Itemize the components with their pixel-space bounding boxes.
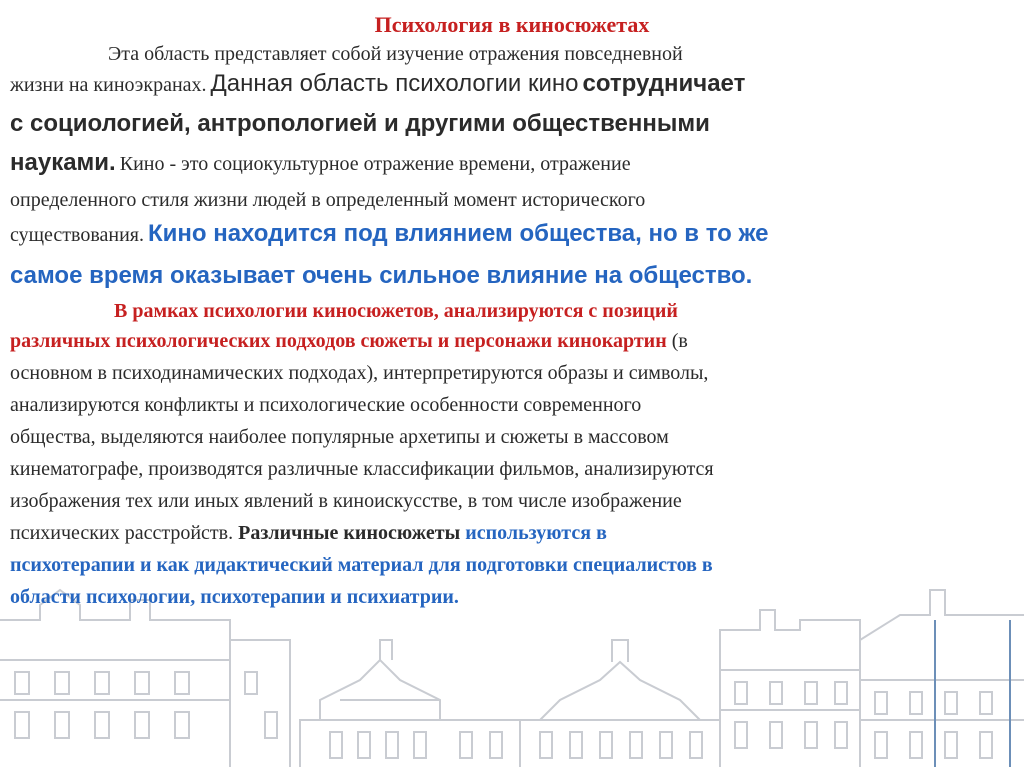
p2-line-4 xyxy=(10,389,1014,421)
p1-line-2 xyxy=(10,68,1014,103)
p2-text-d: основном в психодинамических подходах), интерпретируются образы и символы, xyxy=(10,362,709,384)
slide-title: Психология в киносюжетах xyxy=(374,12,650,37)
p2-line-5 xyxy=(10,421,1014,453)
p1-line-1 xyxy=(10,40,1014,68)
p2-line-6 xyxy=(10,453,1014,485)
p2-text-m: области психологии, психотерапии и психиатрии. xyxy=(10,586,459,608)
p2-line-8 xyxy=(10,517,1014,549)
p1-line-4 xyxy=(10,145,1014,184)
p2-text-g: кинематографе, производятся различные классификации фильмов, анализируются xyxy=(10,458,714,480)
p2-text-a: В рамках психологии киносюжетов, анализируются с позиций xyxy=(114,300,678,322)
p1-text-c: Данная область психологии кино xyxy=(210,70,579,97)
p1-line-5 xyxy=(10,184,1014,216)
p2-text-h: изображения тех или иных явлений в киноискусстве, в том числе изображение xyxy=(10,490,682,512)
p1-text-i: существования. xyxy=(10,224,144,246)
p1-text-h: определенного стиля жизни людей в определенный момент исторического xyxy=(10,189,646,211)
p1-text-f: науками. xyxy=(10,149,116,176)
p2-line-7 xyxy=(10,485,1014,517)
p1-line-3 xyxy=(10,103,1014,145)
p1-line-6 xyxy=(10,216,1014,255)
p1-line-7 xyxy=(10,255,1014,297)
p1-text-g: Кино - это социокультурное отражение времени, отражение xyxy=(119,153,631,175)
p2-text-f: общества, выделяются наиболее популярные архетипы и сюжеты в массовом xyxy=(10,426,669,448)
p2-text-b: различных психологических подходов сюжеты и персонажи кинокартин xyxy=(10,330,667,352)
p1-text-k: самое время оказывает очень сильное влияние на общество. xyxy=(10,262,753,289)
p2-text-l: психотерапии и как дидактический материал для подготовки специалистов в xyxy=(10,554,713,576)
p2-line-9 xyxy=(10,549,1014,581)
p1-text-d: сотрудничает xyxy=(582,70,746,97)
p2-line-10 xyxy=(10,581,1014,613)
p2-text-k: используются в xyxy=(465,522,607,544)
p1-text-j: Кино находится под влиянием общества, но в то же xyxy=(147,220,769,247)
p2-text-c: (в xyxy=(671,330,688,352)
p2-text-j: Различные киносюжеты xyxy=(238,522,461,544)
p2-line-2 xyxy=(10,325,1014,357)
slide-text xyxy=(10,0,1014,613)
p2-line-3 xyxy=(10,357,1014,389)
p1-text-b: жизни на киноэкранах. xyxy=(10,74,207,96)
p2-text-i: психических расстройств. xyxy=(10,522,234,544)
p2-line-1 xyxy=(10,297,1014,325)
p1-text-a: Эта область представляет собой изучение отражения повседневной xyxy=(108,43,683,65)
p1-text-e: с социологией, антропологией и другими общественными xyxy=(10,110,710,137)
p2-text-e: анализируются конфликты и психологические особенности современного xyxy=(10,394,642,416)
